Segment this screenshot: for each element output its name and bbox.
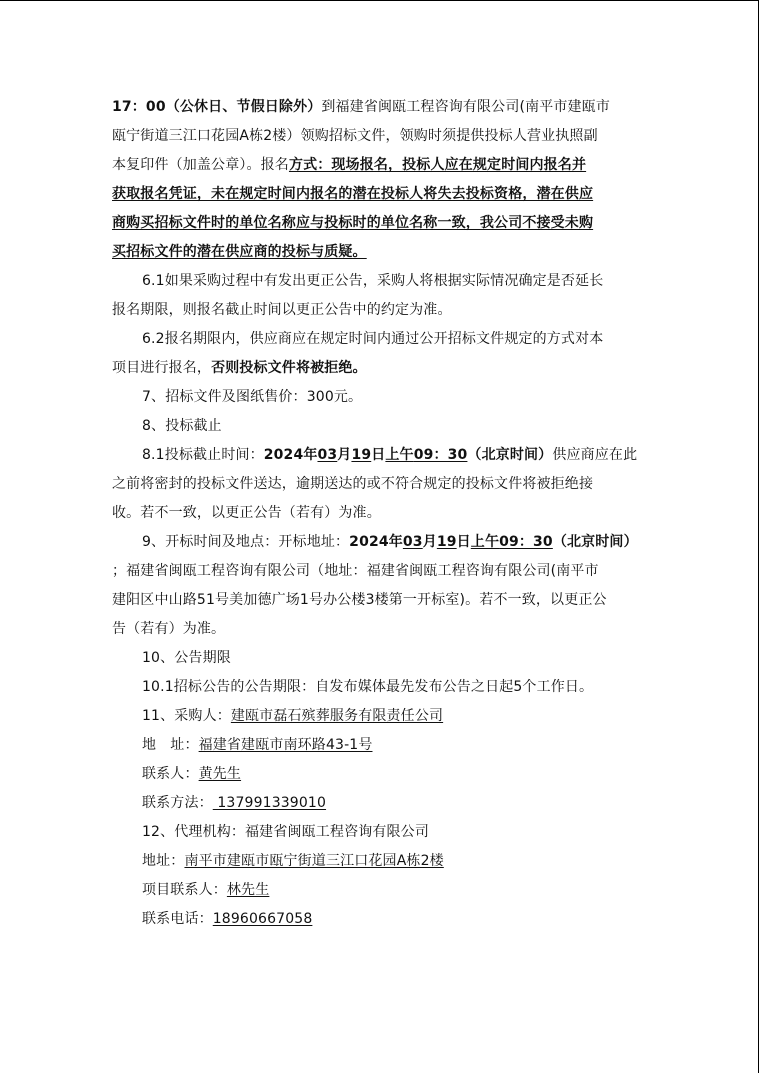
text-line: 瓯宁街道三江口花园A栋2楼）领购招标文件，领购时须提供投标人营业执照副 xyxy=(112,128,598,144)
text-line: 收。若不一致，以更正公告（若有）为准。 xyxy=(112,505,381,521)
text-span: 到福建省闽瓯工程咨询有限公司(南平市建瓯市 xyxy=(321,99,610,115)
text-span: 9、开标时间及地点：开标地址： xyxy=(142,534,350,550)
date-day: 19 xyxy=(351,447,372,463)
purchaser-value: 建瓯市磊石殡葬服务有限责任公司 xyxy=(230,708,444,724)
text-span: 供应商应在此 xyxy=(552,447,638,463)
address-value: 福建省建瓯市南环路43-1号 xyxy=(198,737,373,753)
purchaser-contact-line xyxy=(142,764,241,784)
text-line xyxy=(112,358,367,378)
text-line: 报名期限，则报名截止时间以更正公告中的约定为准。 xyxy=(112,302,452,318)
date-month-unit: 月 xyxy=(337,447,352,463)
text-span: 项目进行报名， xyxy=(112,360,212,376)
agency-line: 12、代理机构：福建省闽瓯工程咨询有限公司 xyxy=(142,824,429,840)
date-day-unit: 日 xyxy=(456,534,471,550)
bold-text: 否则投标文件将被拒绝。 xyxy=(211,360,367,376)
time-bold: 17：00（公休日、节假日除外） xyxy=(112,99,322,115)
bold-underlined-text: 方式：现场报名，投标人应在规定时间内报名并 xyxy=(288,157,587,173)
text-span: 本复印件（加盖公章）。报名 xyxy=(112,157,289,173)
timezone: （北京时间） xyxy=(467,447,553,463)
bold-underlined-line: 商购买招标文件时的单位名称应与投标时的单位名称一致，我公司不接受未购 xyxy=(112,215,594,231)
purchaser-phone-line xyxy=(142,793,326,813)
contact-value: 林先生 xyxy=(226,882,270,898)
date-period: 上午 xyxy=(470,534,500,550)
text-line xyxy=(142,532,638,552)
date-month: 03 xyxy=(317,447,338,463)
contact-value: 黄先生 xyxy=(198,766,242,782)
agency-contact-line xyxy=(142,880,269,900)
page-border-top xyxy=(0,0,759,1)
bold-underlined-line: 获取报名凭证，未在规定时间内报名的潜在投标人将失去投标资格，潜在供应 xyxy=(112,186,594,202)
address-label: 地 址： xyxy=(142,737,199,753)
timezone: （北京时间） xyxy=(552,534,638,550)
section-heading: 7、招标文件及图纸售价：300元。 xyxy=(142,389,363,405)
phone-label: 联系电话： xyxy=(142,911,213,927)
contact-label: 项目联系人： xyxy=(142,882,227,898)
purchaser-label: 11、采购人： xyxy=(142,708,231,724)
text-line xyxy=(142,445,637,465)
text-line: 建阳区中山路51号美加德广场1号办公楼3楼第一开标室)。若不一致，以更正公 xyxy=(112,592,607,608)
date-month: 03 xyxy=(402,534,423,550)
purchaser-address-line xyxy=(142,735,372,755)
section-heading: 8、投标截止 xyxy=(142,418,222,434)
agency-address-line xyxy=(142,851,444,871)
address-label: 地址： xyxy=(142,853,185,869)
agency-phone-line xyxy=(142,909,312,929)
date-day-unit: 日 xyxy=(371,447,386,463)
text-line xyxy=(112,97,610,117)
address-value: 南平市建瓯市瓯宁街道三江口花园A栋2楼 xyxy=(184,853,444,869)
date-period: 上午 xyxy=(385,447,414,463)
phone-value: 137991339010 xyxy=(212,795,327,811)
bold-underlined-line: 买招标文件的潜在供应商的投标与质疑。 xyxy=(112,244,367,260)
date-month-unit: 月 xyxy=(422,534,437,550)
text-line: 10.1招标公告的公告期限：自发布媒体最先发布公告之日起5个工作日。 xyxy=(142,679,594,695)
date-year: 2024年 xyxy=(349,534,403,550)
phone-label: 联系方法： xyxy=(142,795,213,811)
text-line: 6.1如果采购过程中有发出更正公告，采购人将根据实际情况确定是否延长 xyxy=(142,273,604,289)
contact-label: 联系人： xyxy=(142,766,199,782)
date-time: 09：30 xyxy=(413,447,468,463)
text-span: 8.1投标截止时间： xyxy=(142,447,264,463)
text-line: ；福建省闽瓯工程咨询有限公司（地址：福建省闽瓯工程咨询有限公司(南平市 xyxy=(112,563,599,579)
date-year: 2024年 xyxy=(263,447,318,463)
text-line: 之前将密封的投标文件送达，逾期送达的或不符合规定的投标文件将被拒绝接 xyxy=(112,476,594,492)
date-time: 09：30 xyxy=(499,534,553,550)
purchaser-line xyxy=(142,706,443,726)
text-line: 告（若有）为准。 xyxy=(112,621,226,637)
section-heading: 10、公告期限 xyxy=(142,650,231,666)
phone-value: 18960667058 xyxy=(212,911,313,927)
date-day: 19 xyxy=(436,534,457,550)
text-line: 6.2报名期限内，供应商应在规定时间内通过公开招标文件规定的方式对本 xyxy=(142,331,604,347)
text-line xyxy=(112,155,586,175)
